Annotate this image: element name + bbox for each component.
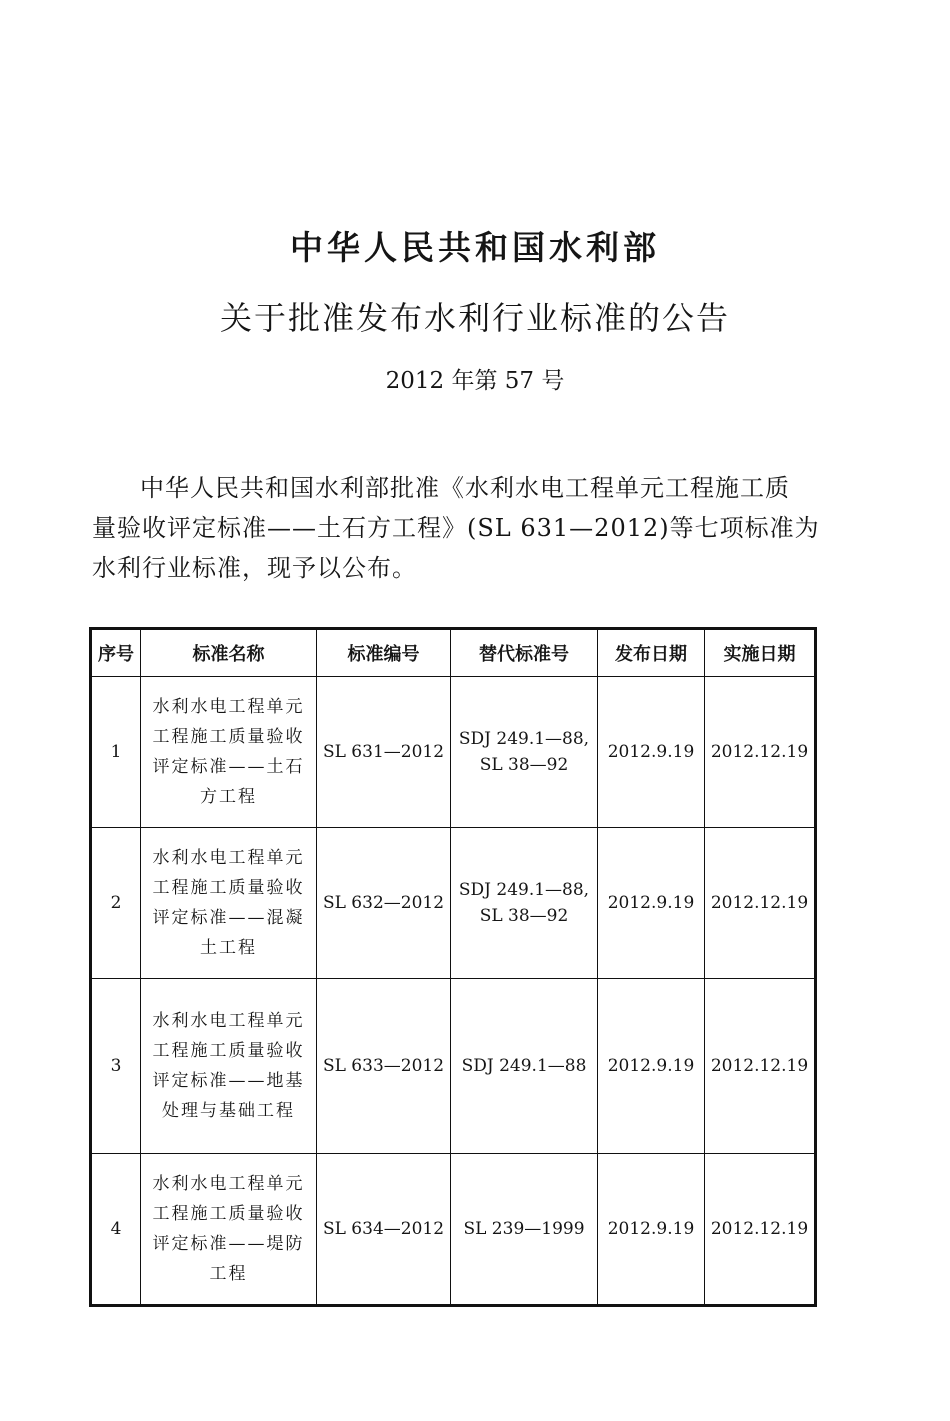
document-number: 2012 年第 57 号 [385,368,565,394]
table-row [91,828,816,979]
cell-name: 水利水电工程单元工程施工质量验收评定标准——地基处理与基础工程 [141,979,317,1154]
header-name: 标准名称 [141,629,317,677]
header-replaced: 替代标准号 [451,629,598,677]
cell-code: SL 631—2012 [317,677,451,828]
cell-publish-date: 2012.9.19 [598,979,705,1154]
announcement-paragraph [92,468,822,588]
title-announcement: 关于批准发布水利行业标准的公告 [219,299,730,337]
paragraph-line: 量验收评定标准——土石方工程》(SL 631—2012)等七项标准为 [92,514,820,542]
cell-replaced: SDJ 249.1—88, SL 38—92 [451,677,598,828]
cell-effective-date: 2012.12.19 [705,828,816,979]
cell-publish-date: 2012.9.19 [598,1154,705,1306]
cell-replaced: SDJ 249.1—88 [451,979,598,1154]
table-row [91,979,816,1154]
cell-name: 水利水电工程单元工程施工质量验收评定标准——土石方工程 [141,677,317,828]
title-ministry: 中华人民共和国水利部 [290,228,660,267]
cell-publish-date: 2012.9.19 [598,828,705,979]
cell-effective-date: 2012.12.19 [705,1154,816,1306]
cell-name: 水利水电工程单元工程施工质量验收评定标准——混凝土工程 [141,828,317,979]
header-no: 序号 [91,629,141,677]
standards-table [89,627,817,1307]
cell-replaced: SDJ 249.1—88, SL 38—92 [451,828,598,979]
cell-no: 4 [91,1154,141,1306]
table-row [91,1154,816,1306]
cell-replaced: SL 239—1999 [451,1154,598,1306]
cell-no: 2 [91,828,141,979]
cell-no: 1 [91,677,141,828]
header-code: 标准编号 [317,629,451,677]
header-publish-date: 发布日期 [598,629,705,677]
cell-effective-date: 2012.12.19 [705,677,816,828]
cell-code: SL 632—2012 [317,828,451,979]
paragraph-line: 中华人民共和国水利部批准《水利水电工程单元工程施工质 [140,474,790,502]
cell-effective-date: 2012.12.19 [705,979,816,1154]
cell-no: 3 [91,979,141,1154]
table-header-row [91,629,816,677]
cell-code: SL 633—2012 [317,979,451,1154]
paragraph-line: 水利行业标准，现予以公布。 [92,554,417,582]
cell-publish-date: 2012.9.19 [598,677,705,828]
table-row [91,677,816,828]
header-effective-date: 实施日期 [705,629,816,677]
cell-code: SL 634—2012 [317,1154,451,1306]
cell-name: 水利水电工程单元工程施工质量验收评定标准——堤防工程 [141,1154,317,1306]
